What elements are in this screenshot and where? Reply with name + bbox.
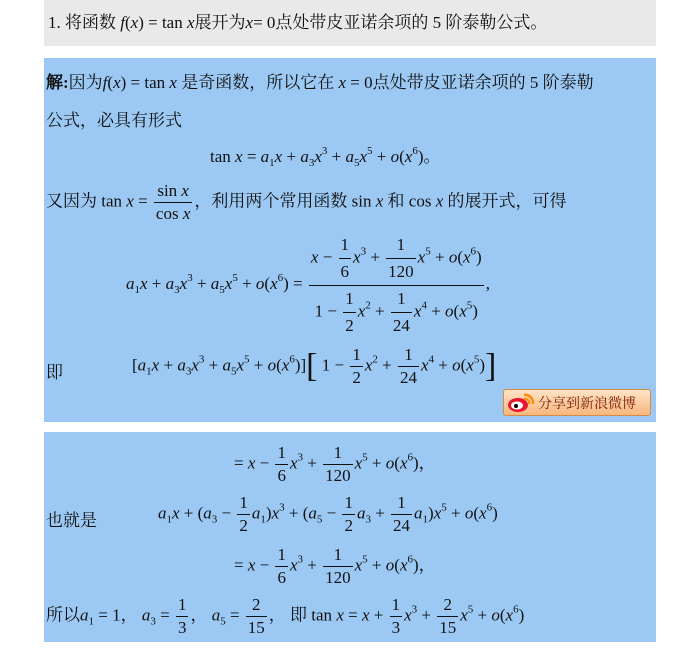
equation-ratio: $a_1x + a_3x^3 + a_5x^5 + o(x^6)$ = x − $\frac{1}{6}$ $x^3$ + $\frac{1}{120}$ $x^5 + o(x^6)$ 1 − $\frac{1}{2}$ $x^2$ + $\frac{1}{24}$ $x^4 + o(x^5)$ , xyxy=(126,235,490,335)
solution-panel-2 xyxy=(44,432,656,642)
solution-label: 解 xyxy=(46,73,63,92)
problem-text: 1. 将函数 f(x) = tan x展开为x= 0点处带皮亚诺余项的 5 阶泰勒公式。 xyxy=(48,13,548,32)
solution-line-1: 解:因为f(x) = tan x 是奇函数，所以它在 x = 0点处带皮亚诺余项的 5 阶泰勒 xyxy=(46,73,594,92)
equation-rhs-1: = x − $\frac{1}{6}$ $x^3$ + $\frac{1}{120}$ $x^5 + o(x^6)$， xyxy=(234,443,436,485)
problem-number: 1. xyxy=(48,13,61,32)
tan-fraction: $\frac{\text{sin x}}{\text{cos x}}$ xyxy=(155,181,191,223)
problem-statement xyxy=(44,0,656,46)
share-button-label: 分享到新浪微博 xyxy=(538,396,636,412)
equation-rhs-2: = x − $\frac{1}{6}$ $x^3$ + $\frac{1}{120}$ $x^5 + o(x^6)$， xyxy=(234,545,436,587)
equation-product: $[a_1x + a_3x^3 + a_5x^5 + o(x^6)]$[ 1 − $\frac{1}{2}$ $x^2$ + $\frac{1}{24}$ $x^4 + o(x^5)$] xyxy=(132,345,497,387)
equation-form: $\tan x = a_1x + a_3x^3 + a_5x^5 + o(x^6)$。 xyxy=(210,145,441,169)
ji-label: 即 xyxy=(46,363,63,382)
series-ratio-fraction: x − $\frac{1}{6}$ $x^3$ + $\frac{1}{120}$ $x^5 + o(x^6)$ 1 − $\frac{1}{2}$ $x^2$ + $\frac{1}{24}$ $x^4 + o(x^5)$ xyxy=(310,235,482,335)
solution-line-2: 公式，必具有形式 xyxy=(46,111,182,130)
weibo-icon xyxy=(506,391,536,413)
yejiushi-label: 也就是 xyxy=(46,511,97,530)
final-result: 所以$a_1 = 1$， $a_3$ = $\frac{1}{3}$ ， $a_5$ = $\frac{2}{15}$ ， 即 tan x = x + $\frac{1}{3}$ $x^3$ + $\frac{2}{15}$ $x^5 + o(x^6)$ xyxy=(46,595,525,637)
equation-expanded: $a_1x + (a_3$ − $\frac{1}{2}$ $a_1)x^3 + (a_5$ − $\frac{1}{2}$ $a_3$ + $\frac{1}{24}$ $a_1)x^5 + o(x^6)$ xyxy=(158,493,498,535)
solution-line-4: 又因为 tan x = $\frac{\text{sin x}}{\text{cos x}}$ ，利用两个常用函数 sin x 和 cos x 的展开式，可得 xyxy=(46,181,567,223)
solution-panel-1 xyxy=(44,58,656,422)
share-to-weibo-button[interactable] xyxy=(503,389,651,416)
